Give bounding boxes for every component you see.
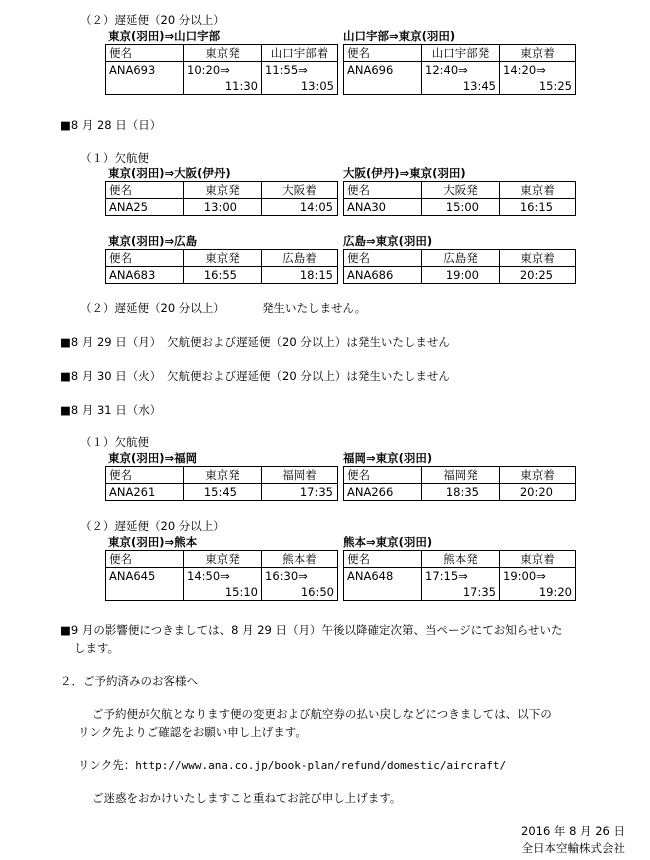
header-arrival: 大阪着 [262,182,338,199]
header-arrival: 東京着 [500,250,576,267]
aug31-heading: ■8 月 31 日（水） [60,403,162,417]
arrival-time: 16:15 [500,199,576,216]
aug31-delay-label: （２）遅延便（20 分以上） [80,519,225,533]
route-tokyo-kumamoto: 東京(羽田)⇒熊本 [108,535,198,549]
route-ube-tokyo: 山口宇部⇒東京(羽田) [343,29,456,43]
departure-time: 19:00 [422,267,500,284]
september-note-line2: します。 [74,641,120,655]
aug30-notice: ■8 月 30 日（火） 欠航便および遅延便（20 分以上）は発生いたしません [60,369,450,383]
apology-text: ご迷惑をおかけいたしますこと重ねてお詫び申し上げます。 [92,791,402,805]
section2-heading: ２．ご予約済みのお客様へ [60,674,198,688]
link-label: リンク先： [78,758,136,772]
departure-time: 14:50⇒ 15:10 [184,568,262,601]
header-arrival: 東京着 [500,467,576,484]
header-departure: 熊本発 [422,551,500,568]
arrival-time: 11:55⇒ 13:05 [262,62,338,95]
header-departure: 山口宇部発 [422,45,500,62]
departure-time: 15:45 [184,484,262,501]
flight-number: ANA683 [106,267,184,284]
section2-paragraph-line2: リンク先よりご確認をお願い申し上げます。 [78,725,307,739]
route-tokyo-fukuoka: 東京(羽田)⇒福岡 [108,451,198,465]
flight-number: ANA25 [106,199,184,216]
arrival-time: 20:20 [500,484,576,501]
header-arrival: 広島着 [262,250,338,267]
header-flight: 便名 [344,45,422,62]
aug28-hiroshima-table [105,249,576,284]
flight-number: ANA261 [106,484,184,501]
header-flight: 便名 [344,182,422,199]
header-departure: 大阪発 [422,182,500,199]
departure-time: 18:35 [422,484,500,501]
header-departure: 東京発 [184,551,262,568]
header-arrival: 熊本着 [262,551,338,568]
header-departure: 福岡発 [422,467,500,484]
aug31-cancel-label: （１）欠航便 [80,435,149,449]
route-kumamoto-tokyo: 熊本⇒東京(羽田) [343,535,433,549]
route-tokyo-ube: 東京(羽田)⇒山口宇部 [108,29,221,43]
header-arrival: 東京着 [500,45,576,62]
arrival-time: 20:25 [500,267,576,284]
refund-link[interactable]: http://www.ana.co.jp/book-plan/refund/domestic/aircraft/ [135,759,507,772]
footer-company: 全日本空輸株式会社 [521,841,625,855]
arrival-time: 17:35 [262,484,338,501]
flight-number: ANA693 [106,62,184,95]
flight-number: ANA645 [106,568,184,601]
departure-time: 17:15⇒ 17:35 [422,568,500,601]
header-departure: 東京発 [184,467,262,484]
header-flight: 便名 [106,250,184,267]
route-fukuoka-tokyo: 福岡⇒東京(羽田) [343,451,433,465]
arrival-time: 19:00⇒ 19:20 [500,568,576,601]
aug29-notice: ■8 月 29 日（月） 欠航便および遅延便（20 分以上）は発生いたしません [60,335,450,349]
header-flight: 便名 [344,467,422,484]
route-tokyo-hiroshima: 東京(羽田)⇒広島 [108,234,198,248]
aug26-delay-table [105,44,576,95]
flight-number: ANA30 [344,199,422,216]
header-arrival: 東京着 [500,182,576,199]
header-departure: 東京発 [184,250,262,267]
departure-time: 15:00 [422,199,500,216]
aug28-delay-none: 発生いたしません。 [262,301,367,315]
flight-number: ANA696 [344,62,422,95]
departure-time: 12:40⇒ 13:45 [422,62,500,95]
departure-time: 13:00 [184,199,262,216]
header-arrival: 山口宇部着 [262,45,338,62]
departure-time: 10:20⇒ 11:30 [184,62,262,95]
aug31-delay-table [105,550,576,601]
header-departure: 東京発 [184,182,262,199]
flight-number: ANA648 [344,568,422,601]
aug31-cancel-table [105,466,576,501]
september-note-line1: ■9 月の影響便につきましては、8 月 29 日（月）午後以降確定次第、当ページにてお知らせいた [60,623,563,637]
arrival-time: 18:15 [262,267,338,284]
footer-date: 2016 年 8 月 26 日 [521,824,625,838]
header-flight: 便名 [344,250,422,267]
header-departure: 東京発 [184,45,262,62]
header-flight: 便名 [106,45,184,62]
header-flight: 便名 [106,551,184,568]
departure-time: 16:55 [184,267,262,284]
route-osaka-tokyo: 大阪(伊丹)⇒東京(羽田) [343,166,466,180]
aug28-cancel-label: （１）欠航便 [80,151,149,165]
header-arrival: 東京着 [500,551,576,568]
flight-number: ANA266 [344,484,422,501]
route-tokyo-osaka: 東京(羽田)⇒大阪(伊丹) [108,166,231,180]
header-departure: 広島発 [422,250,500,267]
arrival-time: 14:05 [262,199,338,216]
aug28-heading: ■8 月 28 日（日） [60,118,162,132]
header-arrival: 福岡着 [262,467,338,484]
flight-number: ANA686 [344,267,422,284]
arrival-time: 16:30⇒ 16:50 [262,568,338,601]
route-hiroshima-tokyo: 広島⇒東京(羽田) [343,234,433,248]
aug26-delay-label: （２）遅延便（20 分以上） [80,13,225,27]
arrival-time: 14:20⇒ 15:25 [500,62,576,95]
aug28-osaka-table [105,181,576,216]
header-flight: 便名 [344,551,422,568]
aug28-delay-label: （２）遅延便（20 分以上） [80,301,225,315]
header-flight: 便名 [106,467,184,484]
link-row [78,757,506,773]
header-flight: 便名 [106,182,184,199]
section2-paragraph-line1: ご予約便が欠航となります便の変更および航空券の払い戻しなどにつきましては、以下の [92,707,552,721]
